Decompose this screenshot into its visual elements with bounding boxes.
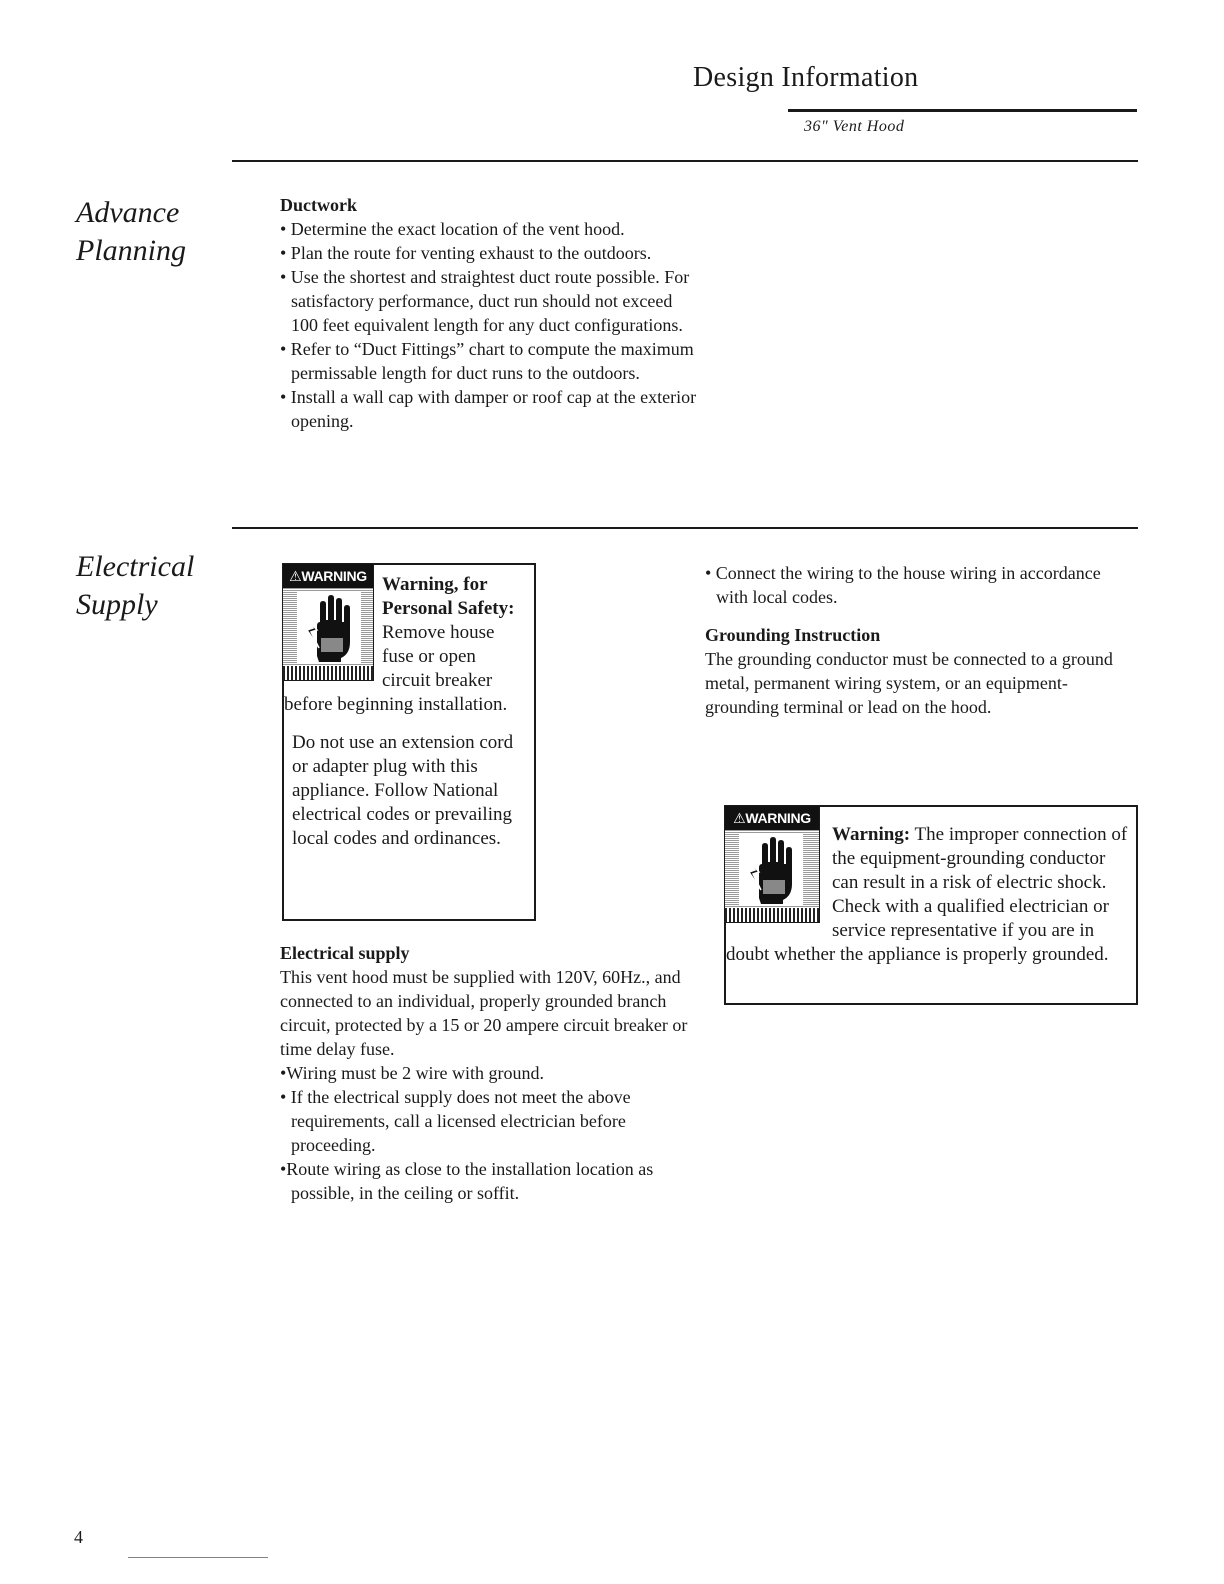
grounding-heading: Grounding Instruction — [705, 625, 881, 645]
hand-lightning-icon — [739, 834, 803, 906]
electrical-supply-section — [280, 941, 710, 1205]
side-label-electrical-supply: Electrical Supply — [76, 550, 195, 621]
list-item: • Connect the wiring to the house wiring in accordance with local codes. — [705, 563, 1101, 607]
list-item: • If the electrical supply does not meet the above requirements, call a licensed electrician before proceeding. — [280, 1087, 631, 1155]
personal-safety-warning-box — [282, 563, 536, 921]
grounding-warning-text: The improper connection of the equipment-grounding conductor can result in a risk of electric shock. Check with a qualified electrician or service representative if you are in doubt whether the appliance is properly grounded. — [726, 824, 1128, 965]
grounding-warning-box — [724, 805, 1138, 1005]
ductwork-section — [280, 193, 720, 433]
side-label-advance-planning: Advance Planning — [76, 196, 186, 267]
warning-personal-safety-text: Remove house fuse or open circuit breaker before beginning installation. — [284, 622, 508, 715]
list-item: • Determine the exact location of the vent hood. — [280, 219, 625, 239]
header-rule — [788, 109, 1137, 112]
grounding-warning-heading: Warning: — [832, 824, 911, 845]
list-item: • Install a wall cap with damper or roof cap at the exterior opening. — [280, 387, 697, 431]
section-divider-top — [232, 160, 1138, 162]
list-item: •Wiring must be 2 wire with ground. — [280, 1063, 545, 1083]
section-divider-middle — [232, 527, 1138, 529]
warning-shock-icon: ⚠WARNING — [724, 805, 820, 923]
electrical-supply-heading: Electrical supply — [280, 943, 410, 963]
list-item: • Refer to “Duct Fittings” chart to compute the maximum permissable length for duct runs to the outdoors. — [280, 339, 694, 383]
list-item: • Plan the route for venting exhaust to the outdoors. — [280, 243, 652, 263]
grounding-text: The grounding conductor must be connected to a ground metal, permanent wiring system, or an equipment-grounding terminal or lead on the hood. — [705, 649, 1113, 717]
warning-personal-safety-heading: Warning, for Personal Safety: — [382, 574, 515, 619]
list-item: • Use the shortest and straightest duct route possible. For satisfactory performance, duct run should not exceed 100 feet equivalent length for any duct configurations. — [280, 267, 690, 335]
page-number: 4 — [74, 1527, 83, 1547]
ductwork-list — [280, 217, 720, 433]
electrical-supply-text: This vent hood must be supplied with 120V, 60Hz., and connected to an individual, properly grounded branch circuit, protected by a 15 or 20 ampere circuit breaker or time delay fuse. — [280, 967, 688, 1059]
extension-cord-warning-text: Do not use an extension cord or adapter plug with this appliance. Follow National electrical codes or prevailing local codes and ordinances. — [292, 732, 514, 849]
electrical-supply-list — [280, 1061, 710, 1205]
wiring-connection-section — [705, 561, 1137, 719]
hand-lightning-icon — [297, 592, 361, 664]
list-item: •Route wiring as close to the installation location as possible, in the ceiling or soffit. — [280, 1159, 654, 1203]
ductwork-heading: Ductwork — [280, 195, 357, 215]
warning-shock-icon: ⚠WARNING — [282, 563, 374, 681]
page-subtitle: 36" Vent Hood — [804, 118, 905, 135]
footer-line — [128, 1557, 268, 1558]
page-title: Design Information — [693, 62, 919, 93]
